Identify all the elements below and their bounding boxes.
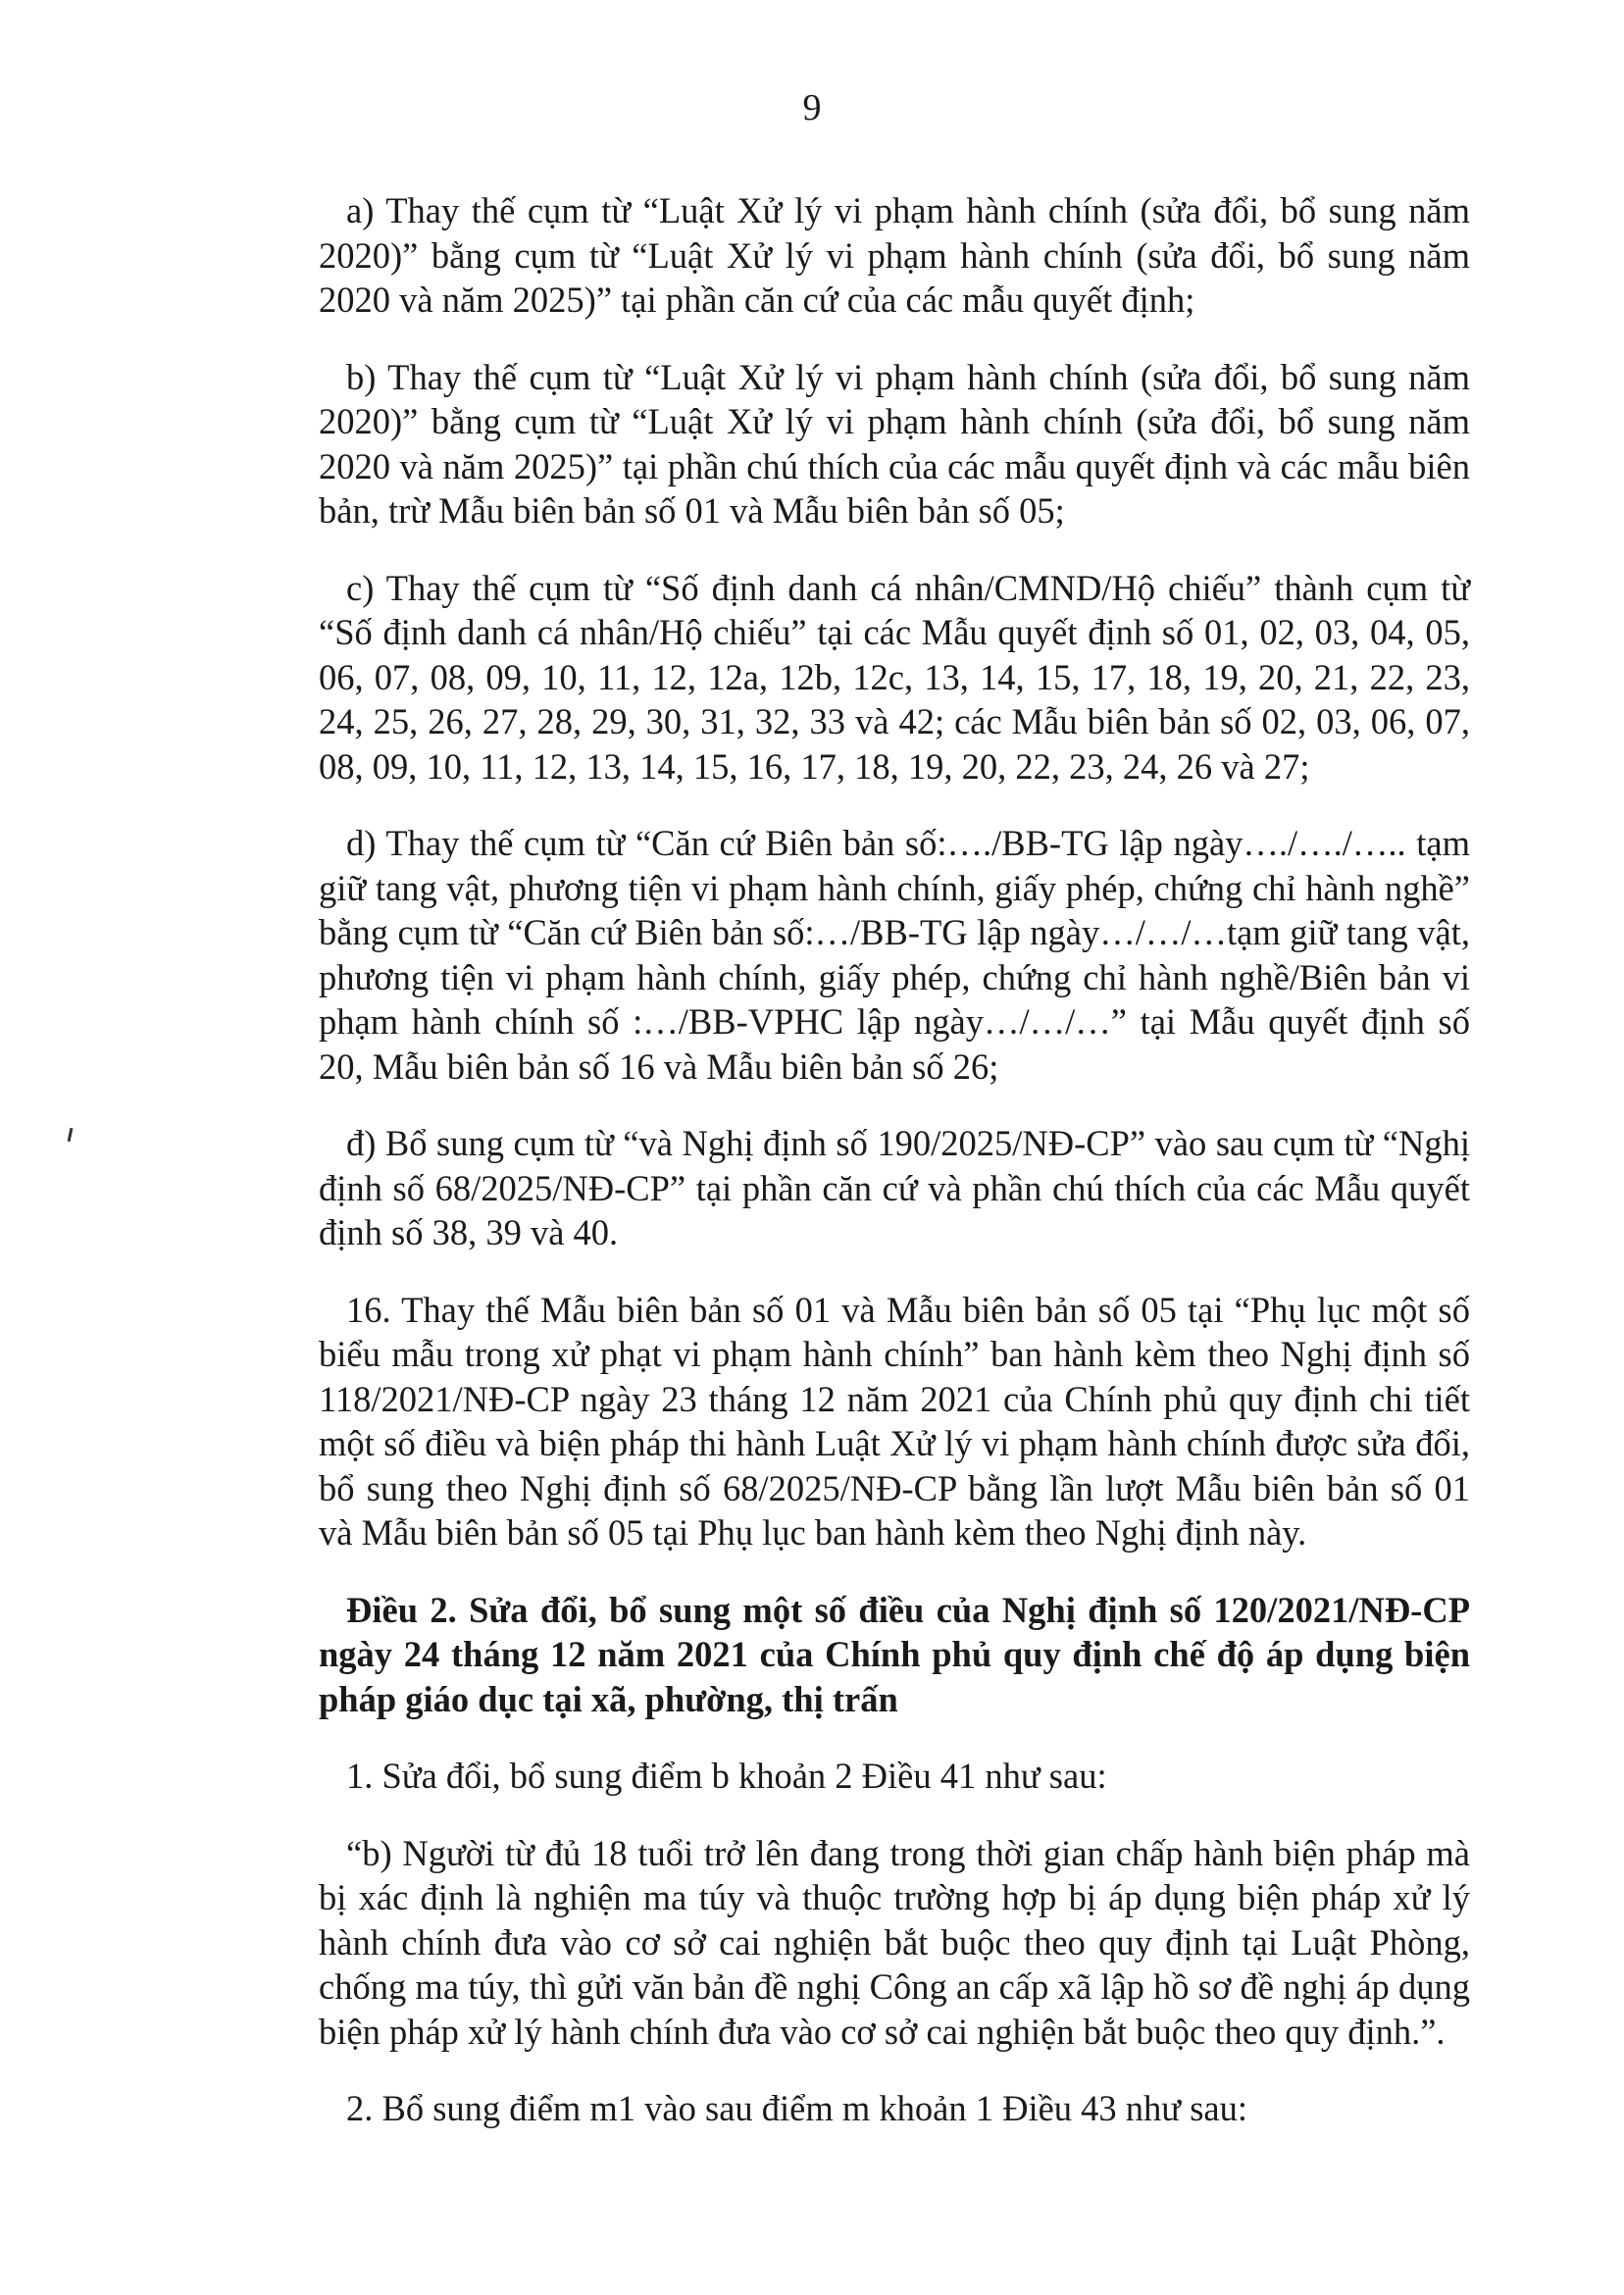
paragraph-item-a: a) Thay thế cụm từ “Luật Xử lý vi phạm hành chính (sửa đổi, bổ sung năm 2020)” bằng cụm từ “Luật Xử lý vi phạm hành chính (sửa đổi, bổ sung năm 2020 và năm 2025)” tại phần căn cứ của các mẫu quyết định;	[319, 190, 1470, 320]
article-2-heading: Điều 2. Sửa đổi, bổ sung một số điều của Nghị định số 120/2021/NĐ-CP ngày 24 tháng 12 năm 2021 của Chính phủ quy định chế độ áp dụng biện pháp giáo dục tại xã, phường, thị trấn	[319, 1589, 1470, 1719]
scan-mark	[68, 1128, 74, 1142]
clause-1: 1. Sửa đổi, bổ sung điểm b khoản 2 Điều 41 như sau:	[346, 1756, 1107, 1796]
paragraph-item-c: c) Thay thế cụm từ “Số định danh cá nhân/CMND/Hộ chiếu” thành cụm từ “Số định danh cá nhân/Hộ chiếu” tại các Mẫu quyết định số 01, 02, 03, 04, 05, 06, 07, 08, 09, 10, 11, 12, 12a, 12b, 12c, 13, 14, 15, 17, 18, 19, 20, 21, 22, 23, 24, 25, 26, 27, 28, 29, 30, 31, 32, 33 và 42; các Mẫu biên bản số 02, 03, 06, 07, 08, 09, 10, 11, 12, 13, 14, 15, 16, 17, 18, 19, 20, 22, 23, 24, 26 và 27;	[319, 567, 1470, 787]
page-number: 9	[802, 87, 822, 128]
clause-2: 2. Bổ sung điểm m1 vào sau điểm m khoản 1 Điều 43 như sau:	[346, 2088, 1248, 2128]
paragraph-item-d: d) Thay thế cụm từ “Căn cứ Biên bản số:…./BB-TG lập ngày…./…./….. tạm giữ tang vật, phương tiện vi phạm hành chính, giấy phép, chứng chỉ hành nghề” bằng cụm từ “Căn cứ Biên bản số:…/BB-TG lập ngày…/…/…tạm giữ tang vật, phương tiện vi phạm hành chính, giấy phép, chứng chỉ hành nghề/Biên bản vi phạm hành chính số :…/BB-VPHC lập ngày…/…/…” tại Mẫu quyết định số 20, Mẫu biên bản số 16 và Mẫu biên bản số 26;	[319, 823, 1470, 1087]
paragraph-item-b: b) Thay thế cụm từ “Luật Xử lý vi phạm hành chính (sửa đổi, bổ sung năm 2020)” bằng cụm từ “Luật Xử lý vi phạm hành chính (sửa đổi, bổ sung năm 2020 và năm 2025)” tại phần chú thích của các mẫu quyết định và các mẫu biên bản, trừ Mẫu biên bản số 01 và Mẫu biên bản số 05;	[319, 356, 1470, 531]
clause-1-quoted-text: “b) Người từ đủ 18 tuổi trở lên đang trong thời gian chấp hành biện pháp mà bị xác định là nghiện ma túy và thuộc trường hợp bị áp dụng biện pháp xử lý hành chính đưa vào cơ sở cai nghiện bắt buộc theo quy định tại Luật Phòng, chống ma túy, thì gửi văn bản đề nghị Công an cấp xã lập hồ sơ đề nghị áp dụng biện pháp xử lý hành chính đưa vào cơ sở cai nghiện bắt buộc theo quy định.”.	[319, 1832, 1470, 2052]
paragraph-item-16: 16. Thay thế Mẫu biên bản số 01 và Mẫu biên bản số 05 tại “Phụ lục một số biểu mẫu trong xử phạt vi phạm hành chính” ban hành kèm theo Nghị định số 118/2021/NĐ-CP ngày 23 tháng 12 năm 2021 của Chính phủ quy định chi tiết một số điều và biện pháp thi hành Luật Xử lý vi phạm hành chính được sửa đổi, bổ sung theo Nghị định số 68/2025/NĐ-CP bằng lần lượt Mẫu biên bản số 01 và Mẫu biên bản số 05 tại Phụ lục ban hành kèm theo Nghị định này.	[319, 1289, 1470, 1553]
document-body	[319, 188, 1470, 2164]
paragraph-item-dd: đ) Bổ sung cụm từ “và Nghị định số 190/2025/NĐ-CP” vào sau cụm từ “Nghị định số 68/2025/NĐ-CP” tại phần căn cứ và phần chú thích của các Mẫu quyết định số 38, 39 và 40.	[319, 1123, 1470, 1252]
